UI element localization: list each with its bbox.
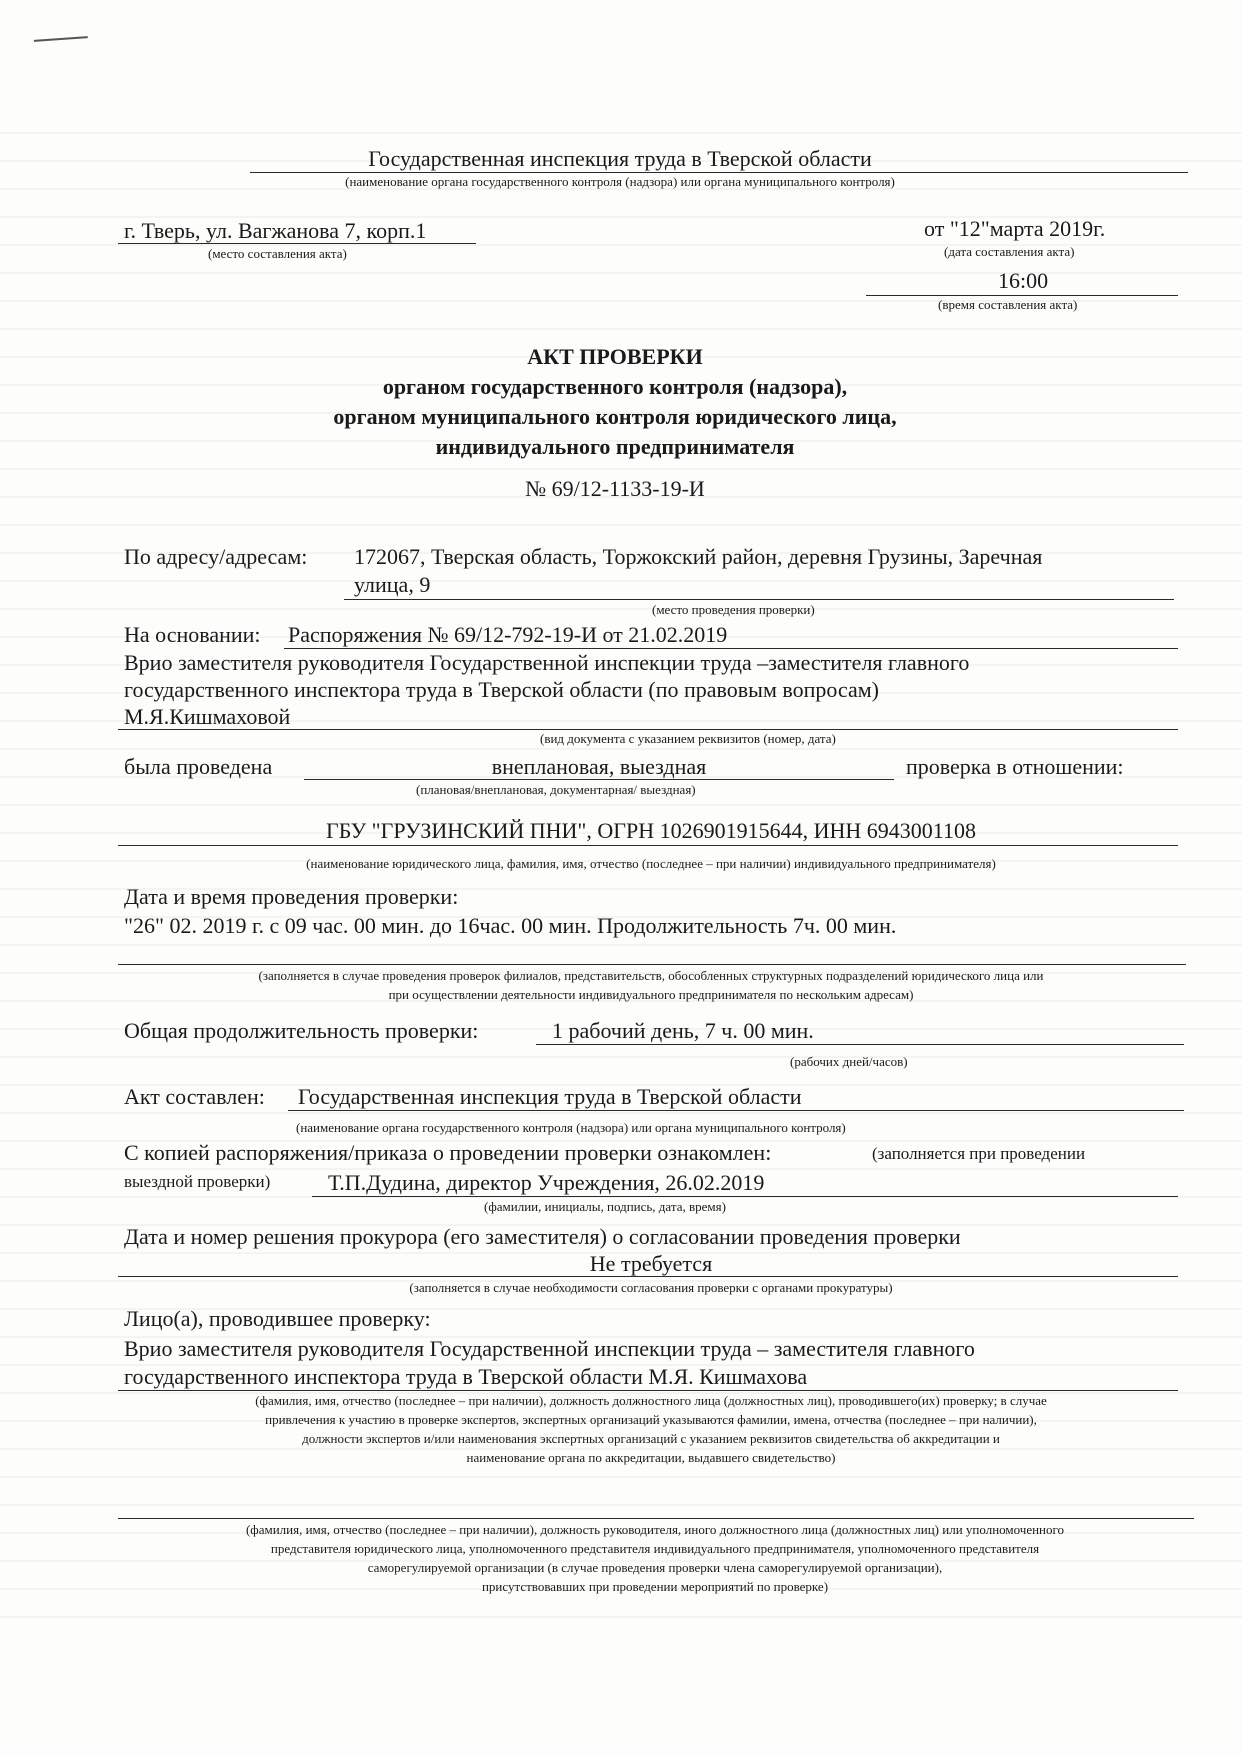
familiar-value: Т.П.Дудина, директор Учреждения, 26.02.2019 xyxy=(328,1170,765,1195)
datetime-caption-1: (заполняется в случае проведения проверок филиалов, представительств, обособленных структурных подразделений юридического лица или xyxy=(258,968,1044,983)
duration-line xyxy=(536,1044,1184,1045)
prosecutor-line xyxy=(118,1276,1178,1277)
title-line-2: органом государственного контроля (надзора), xyxy=(382,374,848,399)
present-caption-1: (фамилия, имя, отчество (последнее – при наличии), должность руководителя, иного должностного лица (должностных лиц) или уполномоченного xyxy=(245,1522,1065,1537)
inspector-caption-2: привлечения к участию в проверке экспертов, экспертных организаций указываются фамилии, имена, отчества (последнее – при наличии), xyxy=(265,1412,1037,1427)
present-caption-3: саморегулируемой организации (в случае проведения проверки члена саморегулируемой организации), xyxy=(367,1560,943,1575)
header-organ-line xyxy=(250,172,1188,173)
basis-line xyxy=(118,729,1178,730)
address-caption: (место проведения проверки) xyxy=(652,602,815,617)
entity-value: ГБУ "ГРУЗИНСКИЙ ПНИ", ОГРН 1026901915644, ИНН 6943001108 xyxy=(326,818,976,843)
entity-caption: (наименование юридического лица, фамилия, имя, отчество (последнее – при наличии) индивидуального предпринимателя) xyxy=(306,856,996,871)
present-line xyxy=(118,1518,1194,1519)
present-caption-4: присутствовавших при проведении мероприятий по проверке) xyxy=(481,1579,829,1594)
header-place: г. Тверь, ул. Вагжанова 7, корп.1 xyxy=(124,218,427,243)
title-line-4: индивидуального предпринимателя xyxy=(435,434,795,459)
header-place-line xyxy=(118,243,476,244)
address-line-2: улица, 9 xyxy=(354,572,431,597)
entity-line xyxy=(118,845,1178,846)
duration-caption: (рабочих дней/часов) xyxy=(790,1054,908,1069)
basis-line-3: государственного инспектора труда в Тверской области (по правовым вопросам) xyxy=(124,677,879,702)
header-date: от "12"марта 2019г. xyxy=(924,216,1106,241)
compiled-value: Государственная инспекция труда в Тверской области xyxy=(298,1084,802,1109)
header-time-line xyxy=(866,295,1178,296)
address-line-1: 172067, Тверская область, Торжокский район, деревня Грузины, Заречная xyxy=(354,544,1043,569)
basis-value-line xyxy=(284,648,1178,649)
inspector-caption-3: должности экспертов и/или наименования экспертных организаций с указанием реквизитов свидетельства об аккредитации и xyxy=(302,1431,1000,1446)
basis-line-4: М.Я.Кишмаховой xyxy=(124,704,291,729)
conducted-suffix: проверка в отношении: xyxy=(906,754,1124,779)
conducted-value: внеплановая, выездная xyxy=(491,754,707,779)
header-place-caption: (место составления акта) xyxy=(208,246,347,261)
inspector-line-1: Врио заместителя руководителя Государственной инспекции труда – заместителя главного xyxy=(124,1336,975,1361)
basis-label: На основании: xyxy=(124,622,261,647)
header-time: 16:00 xyxy=(998,268,1049,293)
header-date-caption: (дата составления акта) xyxy=(944,244,1075,259)
header-organ: Государственная инспекция труда в Тверской области xyxy=(368,146,872,171)
scan-mark xyxy=(34,36,88,48)
inspector-caption-4: наименование органа по аккредитации, выдавшего свидетельство) xyxy=(466,1450,836,1465)
prosecutor-caption: (заполняется в случае необходимости согласования проверки с органами прокуратуры) xyxy=(409,1280,893,1295)
prosecutor-value: Не требуется xyxy=(589,1251,713,1276)
familiar-line xyxy=(312,1196,1178,1197)
compiled-line xyxy=(288,1110,1184,1111)
header-organ-caption: (наименование органа государственного контроля (надзора) или органа муниципального контроля) xyxy=(345,174,895,189)
title-main: АКТ ПРОВЕРКИ xyxy=(527,344,703,369)
familiar-caption: (фамилии, инициалы, подпись, дата, время) xyxy=(484,1199,726,1214)
familiar-note-2: выездной проверки) xyxy=(124,1172,271,1191)
inspector-caption-1: (фамилия, имя, отчество (последнее – при наличии), должность должностного лица (должностных лиц), проводившего(их) проверку; в случае xyxy=(255,1393,1047,1408)
basis-caption: (вид документа с указанием реквизитов (номер, дата) xyxy=(540,731,836,746)
conducted-caption: (плановая/внеплановая, документарная/ выездная) xyxy=(416,782,696,797)
inspector-label: Лицо(а), проводившее проверку: xyxy=(124,1306,431,1331)
present-caption-2: представителя юридического лица, уполномоченного представителя индивидуального предпринимателя, уполномоченного представителя xyxy=(270,1541,1040,1556)
familiar-label: С копией распоряжения/приказа о проведении проверки ознакомлен: xyxy=(124,1140,772,1165)
prosecutor-label: Дата и номер решения прокурора (его заместителя) о согласовании проведения проверки xyxy=(124,1224,961,1249)
title-line-3: органом муниципального контроля юридического лица, xyxy=(333,404,897,429)
address-label: По адресу/адресам: xyxy=(124,544,308,569)
basis-line-2: Врио заместителя руководителя Государственной инспекции труда –заместителя главного xyxy=(124,650,970,675)
duration-label: Общая продолжительность проверки: xyxy=(124,1018,479,1043)
header-time-caption: (время составления акта) xyxy=(938,297,1078,312)
familiar-note-1: (заполняется при проведении xyxy=(872,1144,1086,1163)
datetime-line xyxy=(118,964,1186,965)
act-number: № 69/12-1133-19-И xyxy=(525,476,705,501)
datetime-value: "26" 02. 2019 г. с 09 час. 00 мин. до 16час. 00 мин. Продолжительность 7ч. 00 мин. xyxy=(124,913,897,938)
address-line xyxy=(344,599,1174,600)
inspector-line xyxy=(118,1390,1178,1391)
basis-value: Распоряжения № 69/12-792-19-И от 21.02.2019 xyxy=(288,622,728,647)
inspector-line-2: государственного инспектора труда в Тверской области М.Я. Кишмахова xyxy=(124,1364,808,1389)
compiled-label: Акт составлен: xyxy=(124,1084,265,1109)
conducted-label: была проведена xyxy=(124,754,273,779)
datetime-caption-2: при осуществлении деятельности индивидуального предпринимателя по нескольким адресам) xyxy=(388,987,914,1002)
datetime-label: Дата и время проведения проверки: xyxy=(124,884,459,909)
conducted-line xyxy=(304,779,894,780)
duration-value: 1 рабочий день, 7 ч. 00 мин. xyxy=(552,1018,814,1043)
compiled-caption: (наименование органа государственного контроля (надзора) или органа муниципального контроля) xyxy=(296,1120,846,1135)
